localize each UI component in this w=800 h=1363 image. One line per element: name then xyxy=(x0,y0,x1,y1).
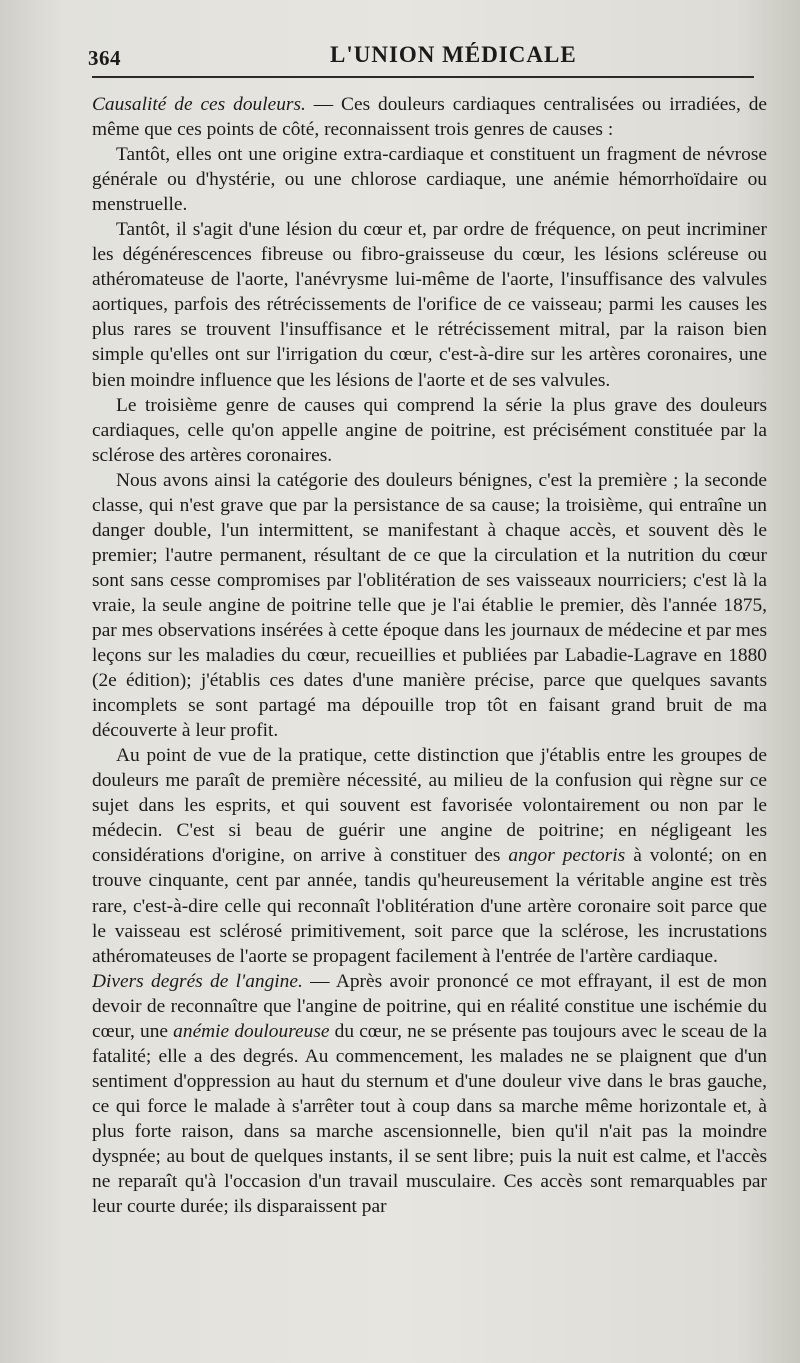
section-heading-degrees: Divers degrés de l'angine. xyxy=(92,970,303,992)
paragraph-text: — Après avoir prononcé ce mot effrayant, il est de mon devoir de reconnaître que l'angine de poitrine, qui en réalité constitue une ischémie du cœur, une xyxy=(92,970,767,1042)
paragraph-text: à volonté; on en trouve cinquante, cent par année, tandis qu'heureusement la véritable angine est très rare, c'est-à-dire celle qui reconnaît l'oblitération d'une artère coronaire soit parce que le vaisseau est sclérosé primitivement, soit parce que la sclérose, les incrustations athéromateuses de l'aorte se propagent facilement à l'entrée de l'artère cardiaque. xyxy=(92,845,767,967)
running-title: L'UNION MÉDICALE xyxy=(330,42,577,67)
paragraph-cardiac-lesion xyxy=(92,217,767,392)
paragraph-text: Tantôt, il s'agit d'une lésion du cœur et, par ordre de fréquence, on peut incriminer les dégénérescences fibreuse ou fibro-graisseuse du cœur, les lésions scléreuse ou athéromateuse de l'aorte, l'anévrysme lui-même de l'aorte, l'insuffisance des valvules aortiques, parfois des rétrécissements de l'orifice de ce vaisseau; parmi les causes les plus rares se trouvent l'insuffisance et le rétrécissement mitral, par la raison bien simple qu'elles ont sur l'irrigation du cœur, c'est-à-dire sur les artères coronaires, une bien moindre influence que les lésions de l'aorte et de ses valvules. xyxy=(92,219,767,391)
page-number: 364 xyxy=(88,46,121,70)
section-heading-causality: Causalité de ces douleurs. xyxy=(92,94,306,115)
paragraph-text: Tantôt, elles ont une origine extra-cardiaque et constituent un fragment de névrose générale ou d'hystérie, ou une chlorose cardiaque, une anémie hémorrhoïdaire ou menstruelle. xyxy=(92,144,767,216)
paragraph-text: du cœur, ne se présente pas toujours avec le sceau de la fatalité; elle a des degrés. Au commencement, les malades ne se plaignent que d'un sentiment d'oppression au haut du sternum et d'une douleur vive dans le bras gauche, ce qui force le malade à s'arrêter tout à coup dans sa marche même horizontale et, à plus forte raison, dans sa marche ascensionnelle, bien qu'il n'ait pas la moindre dyspnée; au bout de quelques instants, il se sent libre; puis la nuit est calme, et l'accès ne reparaît qu'à l'occasion d'un travail musculaire. Ces accès sont remarquables par leur courte durée; ils disparaissent par xyxy=(92,1020,767,1218)
page-header xyxy=(88,38,758,78)
paragraph-third-cause xyxy=(92,393,767,468)
paragraph-text: Nous avons ainsi la catégorie des douleurs bénignes, c'est la première ; la seconde classe, qui n'est grave que par la persistance de sa cause; la troisième, qui entraîne un danger double, l'un intermittent, se manifestant à chaque accès, et souvent dès le premier; l'autre permanent, résultant de ce que la circulation et la nutrition du cœur sont sans cesse compromises par l'oblitération de ses vaisseaux nourriciers; c'est là la vraie, la seule angine de poitrine telle que je l'ai établie le premier, dès l'année 1875, par mes observations insérées à cette époque dans les journaux de médecine et par mes leçons sur les maladies du cœur, recueillies et publiées par Labadie-Lagrave en 1880 (2e édition); j'établis ces dates d'une manière précise, parce que quelques savants incomplets se sont partagé ma dépouille trop tôt en faisant grand bruit de ma découverte à leur profit. xyxy=(92,469,767,742)
paragraph-categories xyxy=(92,468,767,744)
header-rule xyxy=(92,76,754,78)
article-body xyxy=(92,92,767,1219)
paragraph-causality xyxy=(92,92,767,142)
paragraph-text: — Ces douleurs cardiaques centralisées ou irradiées, de même que ces points de côté, reconnaissent trois genres de causes : xyxy=(92,94,768,141)
italic-term-angor-pectoris: angor pectoris xyxy=(508,845,626,867)
paragraph-degrees xyxy=(92,969,767,1219)
paragraph-extra-cardiac xyxy=(92,142,767,217)
paragraph-text: Le troisième genre de causes qui comprend la série la plus grave des douleurs cardiaques, celle qu'on appelle angine de poitrine, est précisément constituée par la sclérose des artères coronaires. xyxy=(92,394,767,466)
paragraph-text: Au point de vue de la pratique, cette distinction que j'établis entre les groupes de douleurs me paraît de première nécessité, au milieu de la confusion qui règne sur ce sujet dans les esprits, et qui souvent est favorisée volontairement ou non par le médecin. C'est si beau de guérir une angine de poitrine; en négligeant les considérations d'origine, on arrive à constituer des xyxy=(92,745,767,867)
paragraph-practice xyxy=(92,743,767,968)
italic-term-anemie-douloureuse: anémie douloureuse xyxy=(173,1020,330,1042)
